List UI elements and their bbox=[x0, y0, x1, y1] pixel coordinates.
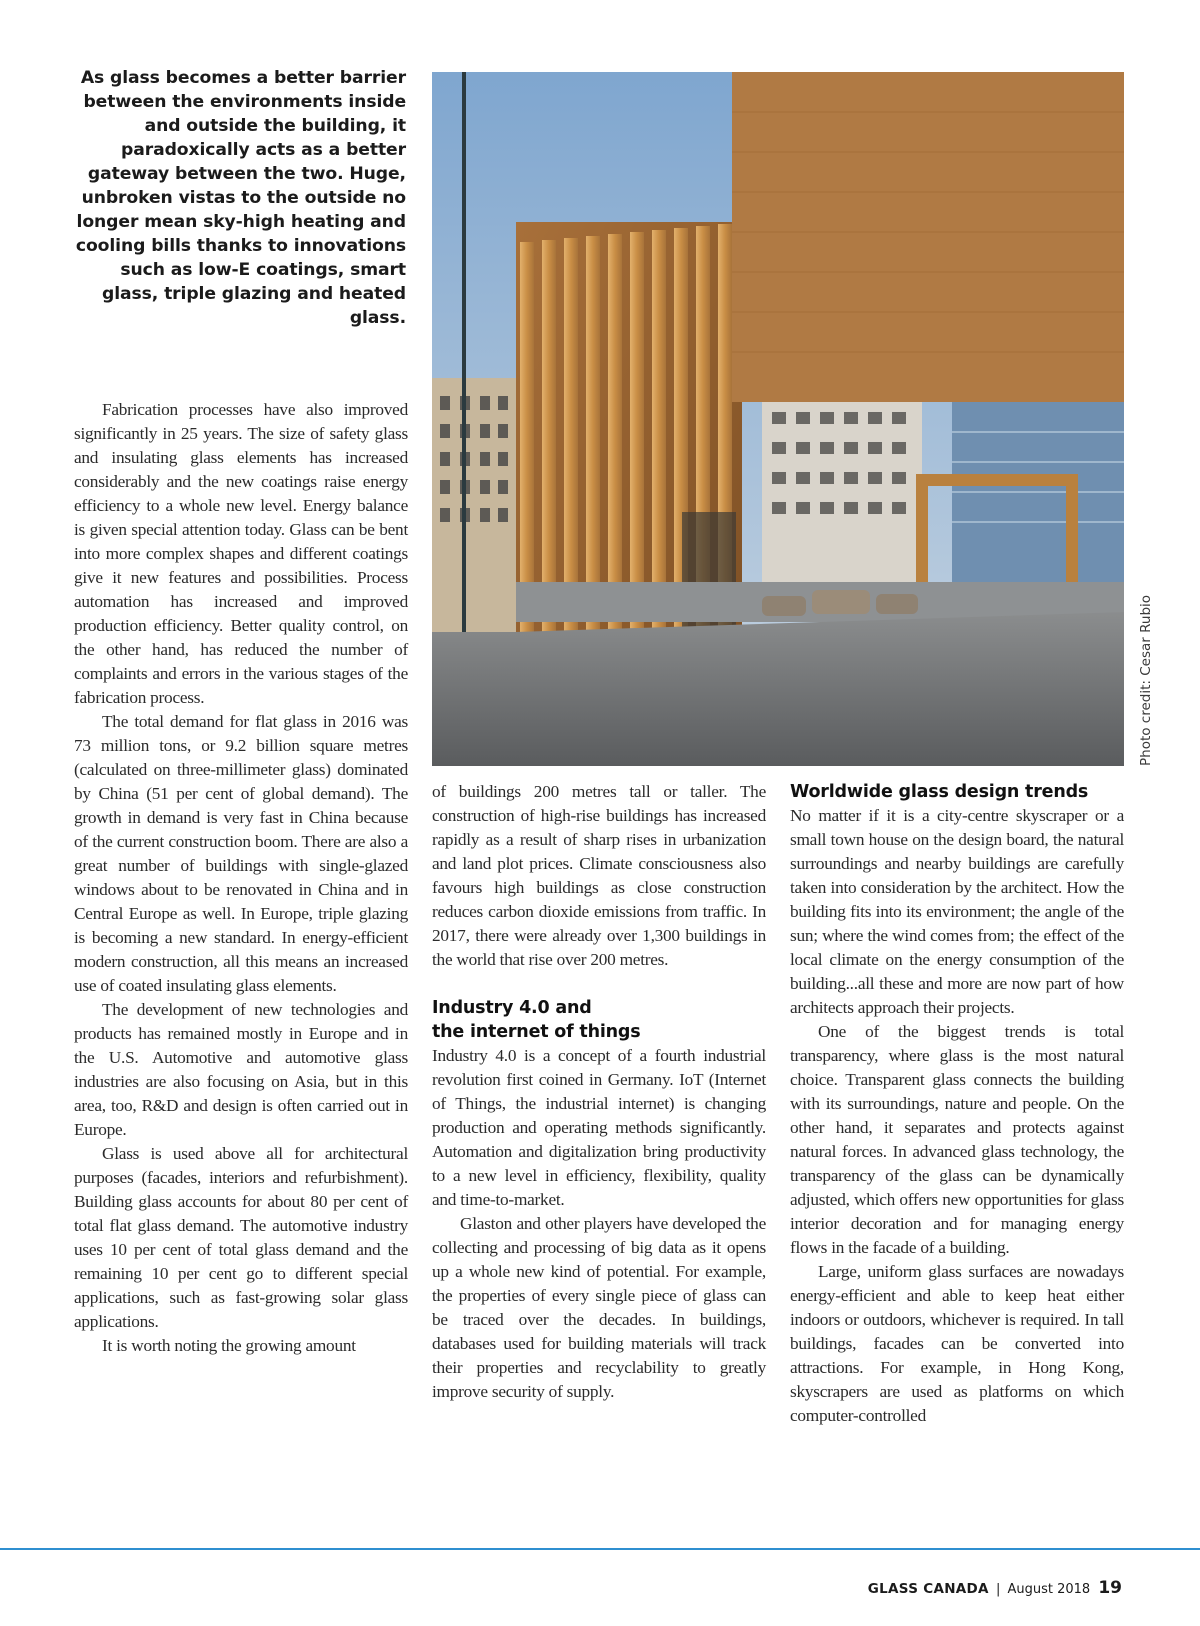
paragraph: No matter if it is a city-centre skyscraper or a small town house on the design board, the natural surroundings and nearby buildings are carefully taken into consideration by the architect. How the building fits into its environment; the angle of the sun; where the wind comes from; the effect of the local climate on the energy consumption of the building...all these and more are now part of how architects approach their projects. bbox=[790, 806, 1124, 1017]
heading-line: the internet of things bbox=[432, 1022, 641, 1042]
photo-credit: Photo credit: Cesar Rubio bbox=[1138, 594, 1154, 766]
publication-name: GLASS CANADA bbox=[867, 1581, 989, 1597]
paragraph: It is worth noting the growing amount bbox=[102, 1336, 356, 1355]
page-number: 19 bbox=[1098, 1578, 1122, 1598]
paragraph: Fabrication processes have also improved significantly in 25 years. The size of safety glass and insulating glass elements has increased considerably and the new coatings raise energy efficiency to a whole new level. Energy balance is given special attention today. Glass can be bent into more complex shapes and different coatings give it new features and possibilities. Process automation has increased and improved production efficiency. Better quality control, on the other hand, has reduced the number of complaints and errors in the various stages of the fabrication process. bbox=[74, 400, 408, 707]
paragraph: One of the biggest trends is total transparency, where glass is the most natural choice. Transparent glass connects the building with its surroundings, nature and people. On the other hand, it separates and protects against natural forces. In advanced glass technology, the transparency of the glass can be dynamically adjusted, which offers new opportunities for glass interior decoration and for managing energy flows in the facade of a building. bbox=[790, 1022, 1124, 1257]
building-lobby-photo bbox=[432, 72, 1124, 766]
article-column-3 bbox=[790, 780, 1124, 1428]
paragraph: Glass is used above all for architectural purposes (facades, interiors and refurbishment). Building glass accounts for about 80 per cent of total flat glass demand. The automotive industry uses 10 per cent of total glass demand and the remaining 10 per cent go to different special applications, such as fast-growing solar glass applications. bbox=[74, 1144, 408, 1331]
paragraph: of buildings 200 metres tall or taller. The construction of high-rise buildings has increased rapidly as a result of sharp rises in urbanization and land plot prices. Climate consciousness also favours high buildings as close construction reduces carbon dioxide emissions from traffic. In 2017, there were already over 1,300 buildings in the world that rise over 200 metres. bbox=[432, 782, 766, 969]
paragraph: The development of new technologies and products has remained mostly in Europe and in the U.S. Automotive and automotive glass industries are also focusing on Asia, but in this area, too, R&D and design is often carried out in Europe. bbox=[74, 1000, 408, 1139]
paragraph: Glaston and other players have developed the collecting and processing of big data as it opens up a whole new kind of potential. For example, the properties of every single piece of glass can be traced over the decades. In buildings, databases used for building materials will track their properties and recyclability to greatly improve security of supply. bbox=[432, 1214, 766, 1401]
heading-line: Industry 4.0 and bbox=[432, 998, 592, 1018]
page-footer bbox=[868, 1578, 1122, 1598]
paragraph: Large, uniform glass surfaces are nowadays energy-efficient and able to keep heat either indoors or outdoors, whichever is required. In tall buildings, facades can be converted into attractions. For example, in Hong Kong, skyscrapers are used as platforms on which computer-controlled bbox=[790, 1262, 1124, 1425]
footer-rule bbox=[0, 1548, 1200, 1550]
footer-separator: | bbox=[995, 1582, 1001, 1597]
pull-quote: As glass becomes a better barrier between the environments inside and outside the building, it paradoxically acts as a better gateway between the two. Huge, unbroken vistas to the outside no longer mean sky-high heating and cooling bills thanks to innovations such as low-E coatings, smart glass, triple glazing and heated glass. bbox=[75, 68, 406, 328]
paragraph: Industry 4.0 is a concept of a fourth industrial revolution first coined in Germany. IoT (Internet of Things, the industrial internet) is changing production and operating methods significantly. Automation and digitalization bring productivity to a new level in efficiency, flexibility, quality and time-to-market. bbox=[432, 1046, 766, 1209]
issue-date: August 2018 bbox=[1007, 1582, 1091, 1597]
photo-illustration bbox=[432, 72, 1124, 766]
article-column-2 bbox=[432, 780, 766, 1404]
article-column-1 bbox=[74, 398, 408, 1358]
section-heading-trends: Worldwide glass design trends bbox=[790, 782, 1089, 802]
paragraph: The total demand for flat glass in 2016 was 73 million tons, or 9.2 billion square metres (calculated on three-millimeter glass) dominated by China (51 per cent of global demand). The growth in demand is very fast in China because of the current construction boom. There are also a great number of buildings with single-glazed windows about to be renovated in China and in Central Europe as well. In Europe, triple glazing is becoming a new standard. In energy-efficient modern construction, all this means an increased use of coated insulating glass elements. bbox=[74, 712, 408, 995]
section-heading-industry bbox=[432, 996, 766, 1044]
